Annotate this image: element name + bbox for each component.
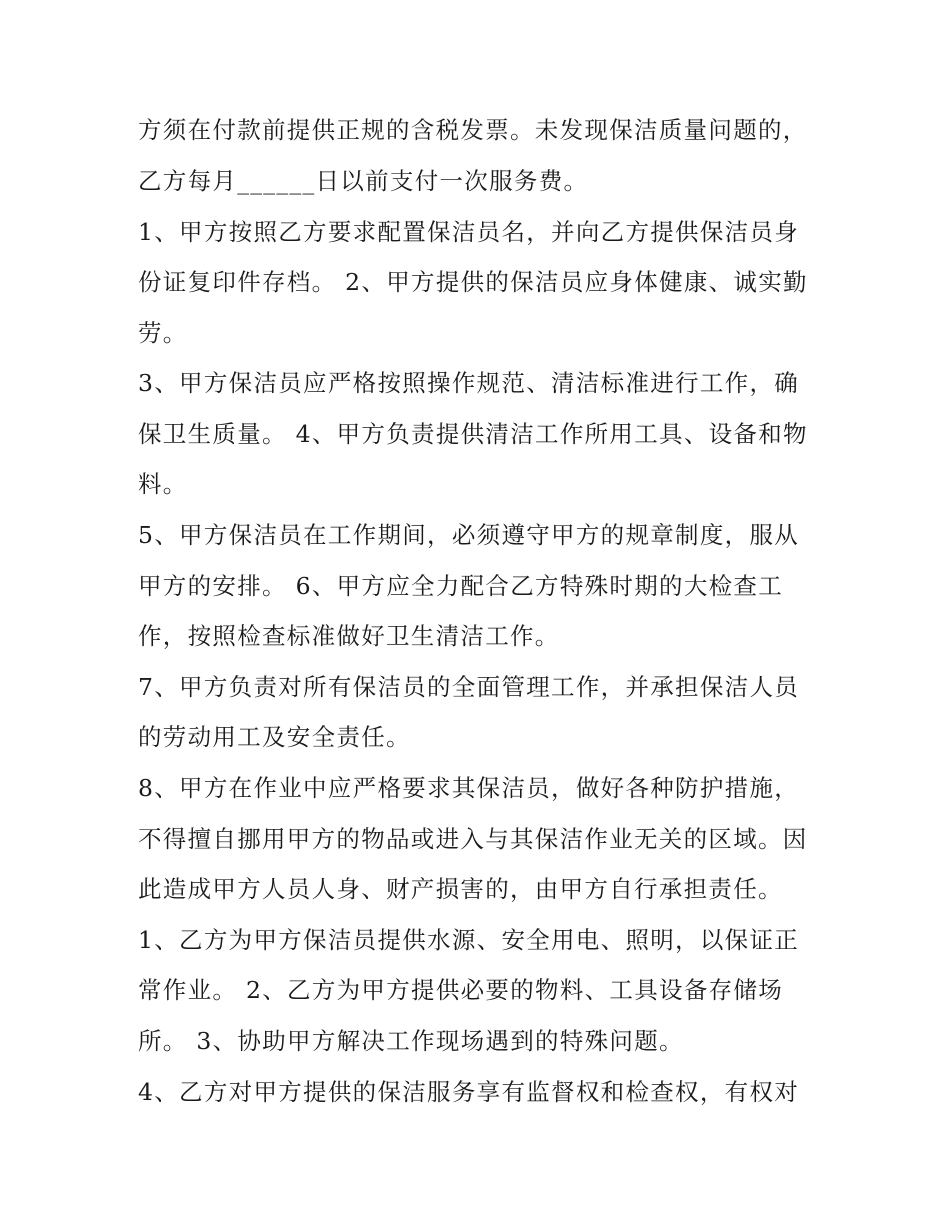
text-line: 常作业。 2、乙方为甲方提供必要的物料、工具设备存储场 bbox=[138, 976, 784, 1004]
text-line: 1、乙方为甲方保洁员提供水源、安全用电、照明，以保证正 bbox=[138, 926, 800, 954]
text-line: 的劳动用工及安全责任。 bbox=[138, 723, 411, 751]
text-line: 4、乙方对甲方提供的保洁服务享有监督权和检查权，有权对 bbox=[138, 1078, 800, 1106]
text-line: 1、甲方按照乙方要求配置保洁员名，并向乙方提供保洁员身 bbox=[138, 218, 800, 246]
text-line: 料。 bbox=[138, 470, 188, 498]
text-line: 保卫生质量。 4、甲方负责提供清洁工作所用工具、设备和物 bbox=[138, 420, 808, 448]
text-line: 7、甲方负责对所有保洁员的全面管理工作，并承担保洁人员 bbox=[138, 673, 800, 701]
text-line: 5、甲方保洁员在工作期间，必须遵守甲方的规章制度，服从 bbox=[138, 521, 800, 549]
text-line: 8、甲方在作业中应严格要求其保洁员，做好各种防护措施， bbox=[138, 774, 800, 802]
text-line: 3、甲方保洁员应严格按照操作规范、清洁标准进行工作，确 bbox=[138, 369, 800, 397]
text-line: 方须在付款前提供正规的含税发票。未发现保洁质量问题的， bbox=[138, 116, 808, 144]
text-line: 作，按照检查标准做好卫生清洁工作。 bbox=[138, 622, 560, 650]
text-line: 劳。 bbox=[138, 319, 188, 347]
text-line: 甲方的安排。 6、甲方应全力配合乙方特殊时期的大检查工 bbox=[138, 572, 784, 600]
text-line: 乙方每月______日以前支付一次服务费。 bbox=[138, 167, 589, 195]
text-line: 此造成甲方人员人身、财产损害的，由甲方自行承担责任。 bbox=[138, 875, 783, 903]
text-line: 所。 3、协助甲方解决工作现场遇到的特殊问题。 bbox=[138, 1027, 684, 1055]
text-line: 不得擅自挪用甲方的物品或进入与其保洁作业无关的区域。因 bbox=[138, 825, 808, 853]
text-line: 份证复印件存档。 2、甲方提供的保洁员应身体健康、诚实勤 bbox=[138, 268, 808, 296]
